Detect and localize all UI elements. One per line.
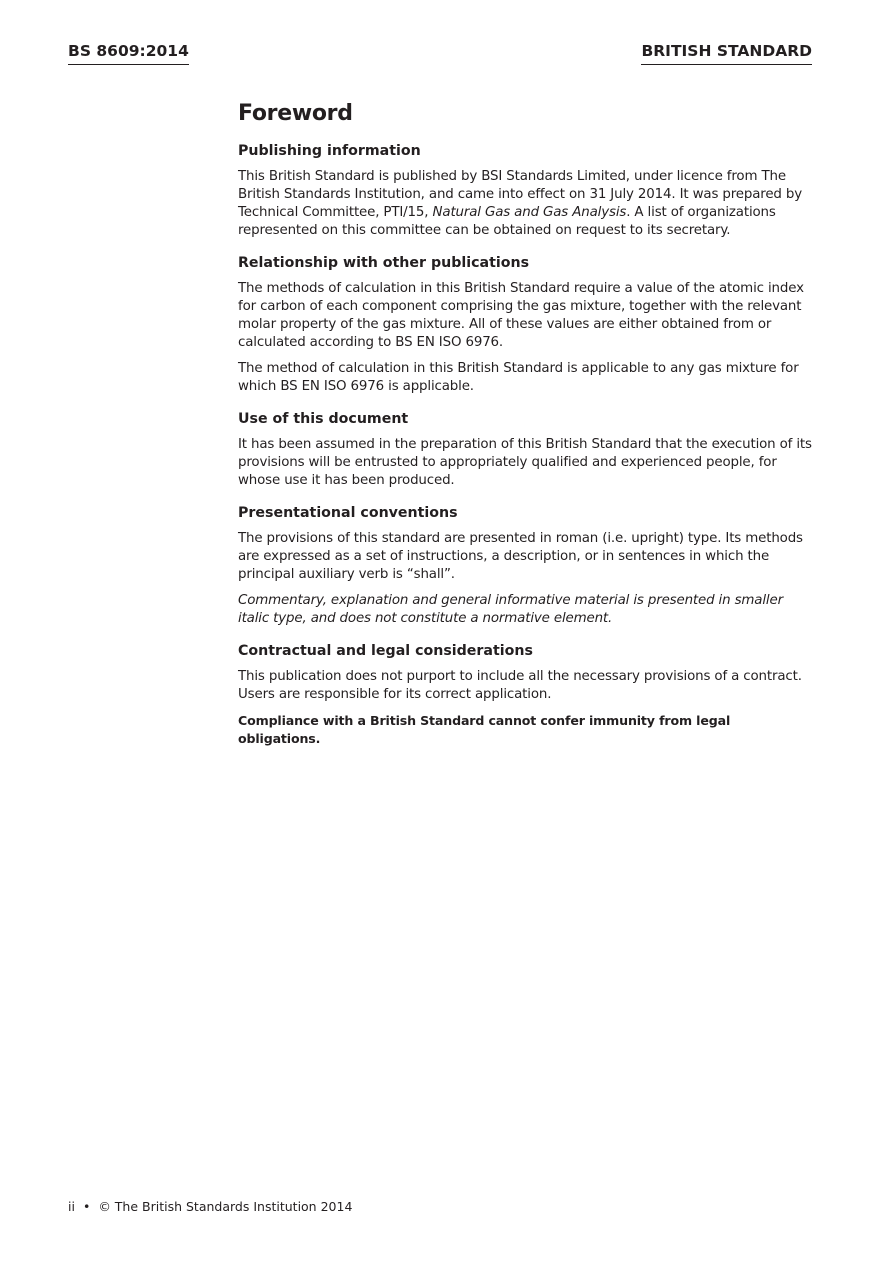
page-footer [68,1198,352,1216]
section-heading: Relationship with other publications [238,255,530,271]
paragraph-text: . A list of organizations represented on this committee can be obtained on request to its secretary. [238,205,776,238]
page-title: Foreword [238,101,353,126]
copyright-notice: © The British Standards Institution 2014 [98,1199,353,1214]
compliance-notice: Compliance with a British Standard cannot confer immunity from legal obligations. [238,713,731,746]
header-british-standard: BRITISH STANDARD [641,41,812,65]
paragraph: The provisions of this standard are presented in roman (i.e. upright) type. Its methods are expressed as a set of instructions, a description, or in sentences in which the principal auxiliary verb is “shall”. [238,531,803,582]
section-heading: Presentational conventions [238,505,458,521]
paragraph-text: This British Standard is published by BSI Standards Limited, under licence from The British Standards Institution, and came into effect on 31 July 2014. It was prepared by Technical Committee, PTI/15, [238,169,803,220]
section-presentational-conventions [238,504,816,628]
section-publishing-information [238,142,816,240]
commentary-paragraph: Commentary, explanation and general informative material is presented in smaller italic type, and does not constitute a normative element. [238,593,783,626]
section-relationship [238,254,816,396]
paragraph: The method of calculation in this British Standard is applicable to any gas mixture for which BS EN ISO 6976 is applicable. [238,361,799,394]
bullet-separator: • [82,1199,91,1214]
paragraph: It has been assumed in the preparation of this British Standard that the execution of its provisions will be entrusted to appropriately qualified and experienced people, for whose use it has been produced. [238,437,812,488]
section-heading: Publishing information [238,143,421,159]
section-heading: Use of this document [238,411,409,427]
paragraph [238,168,816,240]
committee-name: Natural Gas and Gas Analysis [432,205,627,220]
section-contractual-legal [238,642,816,748]
page-number: ii [68,1199,75,1214]
header-standard-number: BS 8609:2014 [68,41,189,65]
section-use-of-document [238,410,816,490]
foreword-content [238,100,816,762]
paragraph: This publication does not purport to include all the necessary provisions of a contract. Users are responsible for its correct application. [238,669,802,702]
paragraph: The methods of calculation in this British Standard require a value of the atomic index for carbon of each component comprising the gas mixture, together with the relevant molar property of the gas mixture. All of these values are either obtained from or calculated according to BS EN ISO 6976. [238,281,804,350]
section-heading: Contractual and legal considerations [238,643,533,659]
